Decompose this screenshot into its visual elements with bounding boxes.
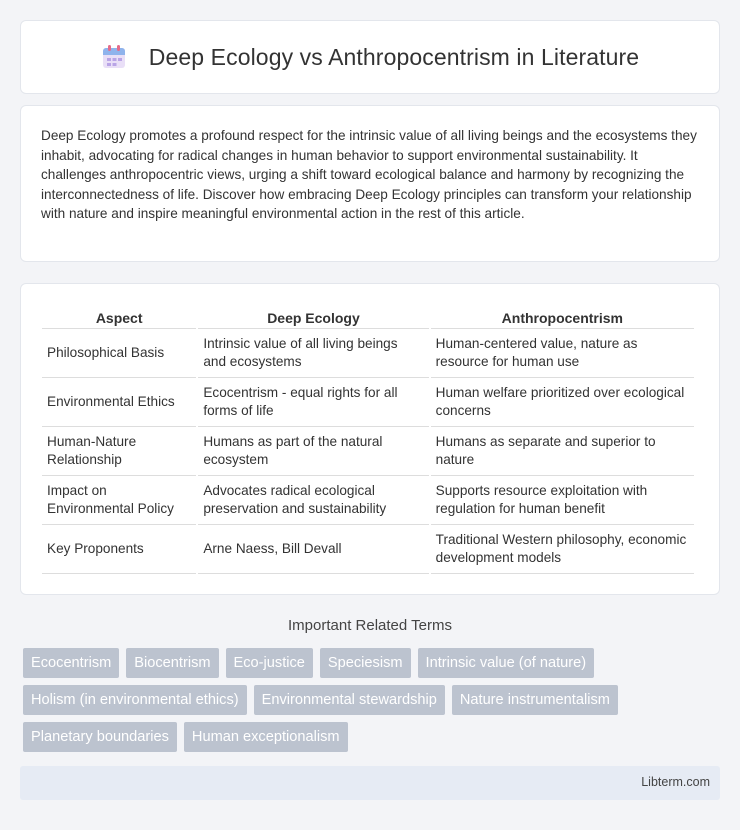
calendar-icon [101,44,127,70]
column-header-deep-ecology: Deep Ecology [198,303,428,329]
table-cell: Humans as separate and superior to nature [431,427,694,476]
title-card [20,20,720,94]
table-cell: Human-centered value, nature as resource for human use [431,329,694,378]
table-row [42,476,694,525]
table-cell: Environmental Ethics [42,378,196,427]
table-cell: Ecocentrism - equal rights for all forms of life [198,378,428,427]
table-cell: Human-Nature Relationship [42,427,196,476]
intro-card [20,105,720,262]
related-terms-list [23,648,723,759]
related-term-tag[interactable]: Biocentrism [126,648,218,678]
table-cell: Traditional Western philosophy, economic development models [431,525,694,574]
related-term-tag[interactable]: Nature instrumentalism [452,685,618,715]
table-row [42,378,694,427]
related-term-tag[interactable]: Human exceptionalism [184,722,348,752]
related-term-tag[interactable]: Environmental stewardship [254,685,445,715]
related-term-tag[interactable]: Eco-justice [226,648,313,678]
page-title: Deep Ecology vs Anthropocentrism in Literature [148,43,640,70]
table-row [42,427,694,476]
related-term-tag[interactable]: Intrinsic value (of nature) [418,648,595,678]
table-cell: Supports resource exploitation with regulation for human benefit [431,476,694,525]
comparison-table-card [20,283,720,595]
related-term-tag[interactable]: Speciesism [320,648,411,678]
related-term-tag[interactable]: Holism (in environmental ethics) [23,685,247,715]
table-cell: Human welfare prioritized over ecological concerns [431,378,694,427]
table-header-row [42,303,694,329]
column-header-anthropocentrism: Anthropocentrism [431,303,694,329]
comparison-table [40,303,696,574]
related-term-tag[interactable]: Ecocentrism [23,648,119,678]
table-cell: Impact on Environmental Policy [42,476,196,525]
table-cell: Arne Naess, Bill Devall [198,525,428,574]
table-cell: Advocates radical ecological preservation and sustainability [198,476,428,525]
footer [20,766,720,800]
column-header-aspect: Aspect [42,303,196,329]
related-term-tag[interactable]: Planetary boundaries [23,722,177,752]
table-row [42,525,694,574]
intro-paragraph: Deep Ecology promotes a profound respect for the intrinsic value of all living beings and the ecosystems they inhabit, advocating for radical changes in human behavior to support environmental sustainability. It challenges anthropocentric views, urging a shift toward ecological balance and harmony by recognizing the interconnectedness of life. Discover how embracing Deep Ecology principles can transform your relationship with nature and inspire meaningful environmental action in the rest of this article. [41,128,697,222]
table-cell: Humans as part of the natural ecosystem [198,427,428,476]
table-row [42,329,694,378]
table-cell: Philosophical Basis [42,329,196,378]
table-cell: Intrinsic value of all living beings and ecosystems [198,329,428,378]
related-terms-title: Important Related Terms [288,617,452,634]
footer-brand-link[interactable]: Libterm.com [641,775,710,789]
table-cell: Key Proponents [42,525,196,574]
